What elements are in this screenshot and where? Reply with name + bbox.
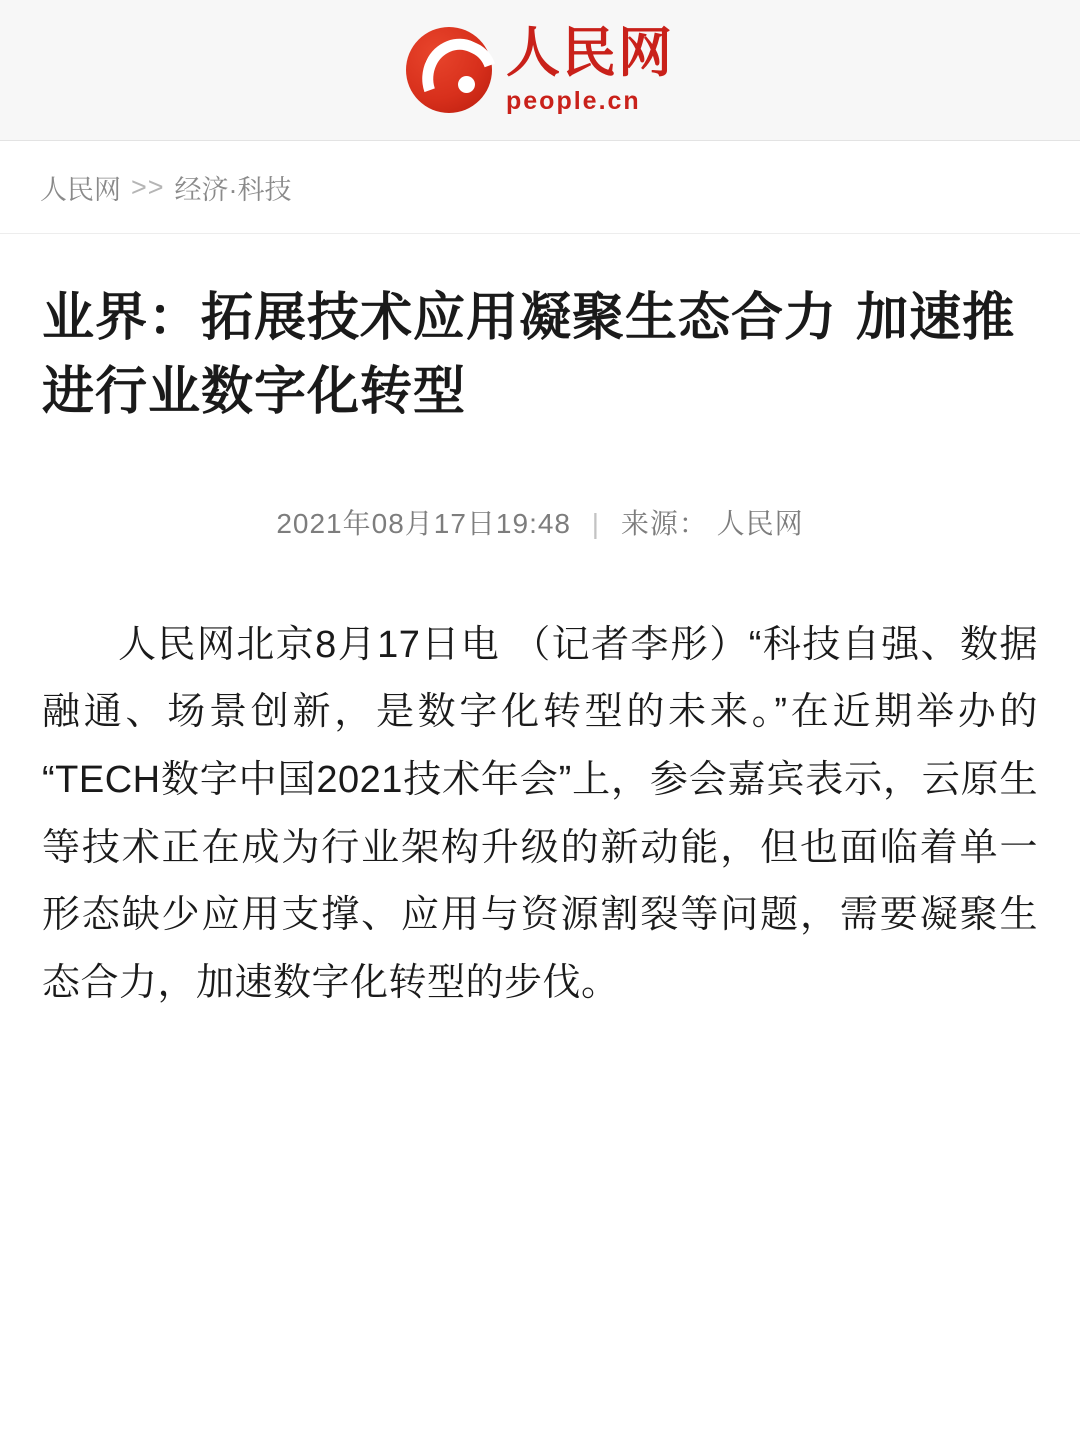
article-body xyxy=(42,612,1038,1018)
breadcrumb-item-section[interactable]: 经济·科技 xyxy=(174,174,292,205)
breadcrumb xyxy=(0,141,1080,234)
meta-divider: | xyxy=(591,507,601,539)
breadcrumb-item-home[interactable]: 人民网 xyxy=(40,174,121,205)
article-container xyxy=(0,234,1080,1017)
article-meta xyxy=(42,502,1038,542)
article-source: 人民网 xyxy=(716,507,804,539)
logo-wordmark xyxy=(506,21,674,115)
logo-chinese-name: 人民网 xyxy=(506,21,674,84)
article-source-label: 来源： xyxy=(620,507,708,539)
logo-english-name: people.cn xyxy=(506,87,641,115)
site-logo[interactable] xyxy=(406,21,674,115)
article-paragraph: 人民网北京8月17日电 （记者李彤）“科技自强、数据融通、场景创新，是数字化转型的未来。”在近期举办的“TECH数字中国2021技术年会”上，参会嘉宾表示，云原生等技术正在成为行业架构升级的新动能，但也面临着单一形态缺少应用支撑、应用与资源割裂等问题，需要凝聚生态合力，加速数字化转型的步伐。 xyxy=(42,623,1038,1004)
page-title: 业界：拓展技术应用凝聚生态合力 加速推进行业数字化转型 xyxy=(42,288,1016,422)
article-datetime: 2021年08月17日19:48 xyxy=(276,507,571,539)
site-masthead xyxy=(0,0,1080,141)
people-cn-logo-icon xyxy=(406,27,492,113)
breadcrumb-separator: >> xyxy=(131,171,165,202)
